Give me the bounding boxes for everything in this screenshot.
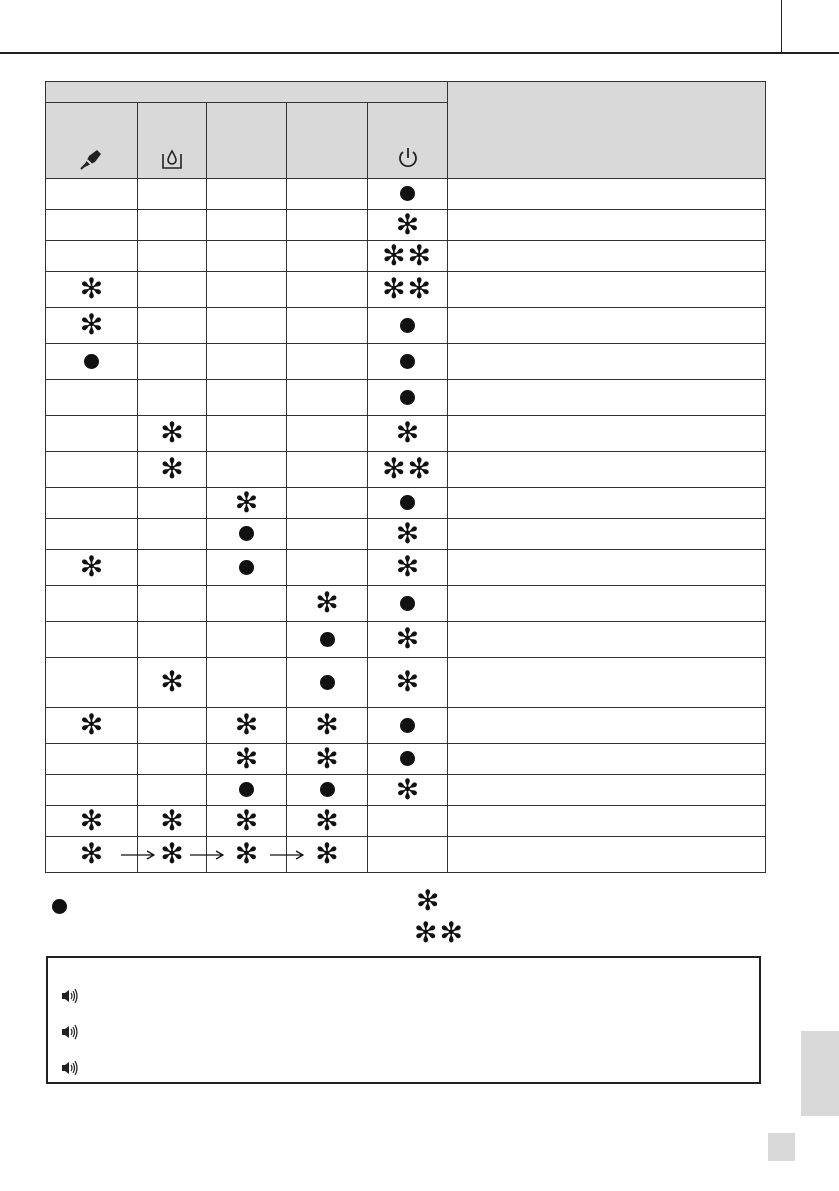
status-cell — [46, 519, 138, 550]
led-fast-flash-symbol: ✻✻ — [382, 452, 433, 486]
led-flash-symbol: ✻ — [234, 708, 259, 742]
description-cell — [448, 416, 766, 452]
led-on-symbol — [400, 390, 415, 405]
description-cell — [448, 179, 766, 210]
status-cell — [46, 550, 138, 586]
status-cell — [368, 272, 448, 308]
led-on-symbol — [400, 354, 415, 369]
led-flash-symbol: ✻ — [160, 416, 184, 450]
status-cell — [138, 803, 207, 837]
status-cell — [287, 344, 368, 380]
status-cell — [207, 708, 287, 744]
column-header-3 — [207, 103, 287, 179]
led-on-symbol — [239, 526, 254, 541]
led-flash-symbol: ✻ — [79, 803, 104, 837]
status-cell — [138, 344, 207, 380]
table-row — [46, 308, 766, 344]
status-cell — [207, 519, 287, 550]
status-cell — [207, 179, 287, 210]
status-cell — [46, 708, 138, 744]
description-cell — [448, 452, 766, 488]
status-cell — [207, 586, 287, 622]
led-on-symbol — [320, 675, 335, 690]
status-cell — [46, 775, 138, 806]
table-row — [46, 744, 766, 775]
status-cell — [207, 380, 287, 416]
led-on-symbol — [320, 632, 335, 647]
led-flash-symbol: ✻ — [395, 207, 420, 241]
led-flash-symbol: ✻ — [234, 485, 259, 519]
status-cell — [287, 416, 368, 452]
led-flash-symbol: ✻ — [315, 837, 339, 871]
led-flash-symbol: ✻ — [315, 708, 339, 742]
description-header — [448, 82, 766, 179]
description-cell — [448, 550, 766, 586]
status-cell — [207, 741, 287, 775]
speaker-icon — [60, 1024, 80, 1040]
side-language-tab — [801, 1031, 839, 1116]
column-header-4 — [287, 103, 368, 179]
page-number — [768, 1133, 795, 1161]
led-fast-flash-symbol: ✻✻ — [414, 916, 465, 949]
status-cell — [138, 210, 207, 241]
legend-flash-fast — [414, 916, 475, 949]
description-cell — [448, 744, 766, 775]
status-cell — [287, 550, 368, 586]
table-row — [46, 658, 766, 708]
status-cell — [138, 241, 207, 272]
table-row — [46, 550, 766, 586]
led-flash-symbol: ✻ — [79, 837, 104, 871]
status-cell — [207, 622, 287, 658]
led-flash-symbol: ✻ — [315, 586, 339, 620]
table-row — [46, 452, 766, 488]
status-cell — [207, 658, 287, 708]
status-cell — [287, 210, 368, 241]
status-cell — [46, 488, 138, 519]
status-cell — [368, 586, 448, 622]
led-flash-symbol: ✻ — [160, 803, 184, 837]
led-flash-symbol: ✻ — [160, 837, 184, 871]
status-cell — [368, 488, 448, 519]
status-cell — [368, 308, 448, 344]
status-cell — [46, 210, 138, 241]
note-item — [60, 1060, 90, 1076]
status-cell — [46, 744, 138, 775]
status-cell — [368, 744, 448, 775]
description-cell — [448, 586, 766, 622]
status-cell — [368, 622, 448, 658]
status-cell — [46, 622, 138, 658]
led-fast-flash-symbol: ✻✻ — [382, 238, 433, 272]
led-fast-flash-symbol: ✻✻ — [382, 272, 433, 306]
description-cell — [448, 210, 766, 241]
table-row — [46, 272, 766, 308]
sequence-arrow-icon — [270, 850, 304, 860]
led-on-symbol — [400, 751, 415, 766]
sequence-arrow-icon — [190, 850, 224, 860]
status-cell — [287, 622, 368, 658]
status-cell — [207, 775, 287, 806]
status-cell — [368, 452, 448, 488]
table-row — [46, 380, 766, 416]
sequence-arrow-icon — [121, 850, 155, 860]
description-cell — [448, 488, 766, 519]
status-cell — [207, 272, 287, 308]
led-flash-symbol: ✻ — [395, 622, 420, 656]
status-cell — [138, 586, 207, 622]
status-cell — [368, 658, 448, 708]
led-flash-symbol: ✻ — [234, 741, 259, 775]
led-flash-symbol: ✻ — [79, 708, 104, 742]
table-row — [46, 179, 766, 210]
pen-clean-icon — [79, 146, 105, 170]
status-cell — [287, 179, 368, 210]
status-cell — [46, 837, 138, 873]
legend-flash — [416, 884, 449, 917]
led-on-symbol — [84, 354, 99, 369]
status-cell — [46, 416, 138, 452]
status-cell — [287, 708, 368, 744]
status-cell — [207, 344, 287, 380]
status-cell — [368, 344, 448, 380]
status-cell — [138, 179, 207, 210]
status-cell — [287, 241, 368, 272]
note-item — [60, 988, 90, 1004]
status-cell — [138, 380, 207, 416]
status-cell — [138, 452, 207, 488]
led-flash-symbol: ✻ — [395, 416, 420, 450]
description-cell — [448, 622, 766, 658]
table-row — [46, 488, 766, 519]
led-flash-symbol: ✻ — [395, 516, 420, 550]
status-cell — [287, 586, 368, 622]
status-cell — [287, 308, 368, 344]
status-cell — [287, 488, 368, 519]
led-flash-symbol: ✻ — [160, 452, 184, 486]
led-on-symbol — [400, 718, 415, 733]
note-item — [60, 1024, 90, 1040]
led-flash-symbol: ✻ — [395, 772, 420, 806]
status-cell — [207, 241, 287, 272]
table-row — [46, 210, 766, 241]
status-cell — [207, 803, 287, 837]
led-on-symbol — [239, 782, 254, 797]
status-cell — [368, 207, 448, 241]
water-tank-icon — [160, 148, 184, 170]
table-row — [46, 241, 766, 272]
status-cell — [138, 775, 207, 806]
status-cell — [138, 658, 207, 708]
status-cell — [207, 210, 287, 241]
status-cell — [287, 775, 368, 806]
led-on-symbol — [52, 899, 67, 914]
status-cell — [46, 179, 138, 210]
indicator-group-header — [46, 82, 448, 103]
status-cell — [207, 550, 287, 586]
led-flash-symbol: ✻ — [79, 550, 104, 584]
status-cell — [368, 772, 448, 806]
status-cell — [46, 308, 138, 344]
status-cell — [46, 658, 138, 708]
status-cell — [287, 452, 368, 488]
status-cell — [138, 744, 207, 775]
table-row — [46, 416, 766, 452]
speaker-icon — [60, 1060, 80, 1076]
description-cell — [448, 806, 766, 837]
led-flash-symbol: ✻ — [79, 272, 104, 306]
status-cell — [368, 238, 448, 272]
power-icon — [396, 146, 420, 170]
status-cell — [368, 179, 448, 210]
description-cell — [448, 241, 766, 272]
table-row — [46, 622, 766, 658]
column-header-clean — [46, 103, 138, 179]
table-row — [46, 837, 766, 873]
header-tick — [781, 0, 782, 54]
column-header-power — [368, 103, 448, 179]
description-cell — [448, 708, 766, 744]
led-on-symbol — [400, 186, 415, 201]
description-cell — [448, 308, 766, 344]
led-flash-symbol: ✻ — [234, 837, 259, 871]
led-flash-symbol: ✻ — [315, 741, 339, 775]
status-cell — [287, 519, 368, 550]
led-flash-symbol: ✻ — [395, 665, 420, 699]
description-cell — [448, 519, 766, 550]
status-cell — [46, 380, 138, 416]
table-row — [46, 775, 766, 806]
status-cell — [368, 416, 448, 452]
status-cell — [368, 806, 448, 837]
status-cell — [287, 658, 368, 708]
description-cell — [448, 344, 766, 380]
status-cell — [46, 452, 138, 488]
status-cell — [138, 519, 207, 550]
status-cell — [287, 803, 368, 837]
status-cell — [287, 272, 368, 308]
led-flash-symbol: ✻ — [315, 803, 339, 837]
led-flash-symbol: ✻ — [160, 665, 184, 699]
led-flash-symbol: ✻ — [79, 308, 104, 342]
status-cell — [368, 550, 448, 586]
status-cell — [368, 708, 448, 744]
status-table — [45, 81, 766, 873]
table-row — [46, 519, 766, 550]
status-cell — [138, 272, 207, 308]
led-on-symbol — [400, 495, 415, 510]
speaker-icon — [60, 988, 80, 1004]
status-cell — [46, 803, 138, 837]
status-cell — [207, 416, 287, 452]
table-row — [46, 708, 766, 744]
header-rule — [0, 52, 839, 54]
led-flash-symbol: ✻ — [416, 884, 440, 917]
status-cell — [207, 485, 287, 519]
led-on-symbol — [400, 318, 415, 333]
led-on-symbol — [320, 782, 335, 797]
description-cell — [448, 380, 766, 416]
led-on-symbol — [400, 596, 415, 611]
status-cell — [368, 516, 448, 550]
column-header-water — [138, 103, 207, 179]
table-row — [46, 586, 766, 622]
description-cell — [448, 837, 766, 873]
status-cell — [207, 308, 287, 344]
led-on-symbol — [239, 560, 254, 575]
status-cell — [138, 622, 207, 658]
status-cell — [138, 488, 207, 519]
led-flash-symbol: ✻ — [395, 550, 420, 584]
notes-box — [46, 956, 761, 1084]
legend-dot — [52, 899, 77, 914]
table-body — [46, 179, 766, 873]
status-cell — [287, 380, 368, 416]
status-cell — [138, 550, 207, 586]
status-cell — [138, 308, 207, 344]
table-row — [46, 344, 766, 380]
status-cell — [46, 344, 138, 380]
status-cell — [138, 416, 207, 452]
status-cell — [46, 241, 138, 272]
status-cell — [287, 741, 368, 775]
status-cell — [138, 708, 207, 744]
table-row — [46, 806, 766, 837]
description-cell — [448, 775, 766, 806]
description-cell — [448, 658, 766, 708]
led-flash-symbol: ✻ — [234, 803, 259, 837]
description-cell — [448, 272, 766, 308]
status-cell — [46, 272, 138, 308]
status-cell — [368, 380, 448, 416]
status-cell — [368, 837, 448, 873]
status-cell — [207, 452, 287, 488]
status-cell — [46, 586, 138, 622]
